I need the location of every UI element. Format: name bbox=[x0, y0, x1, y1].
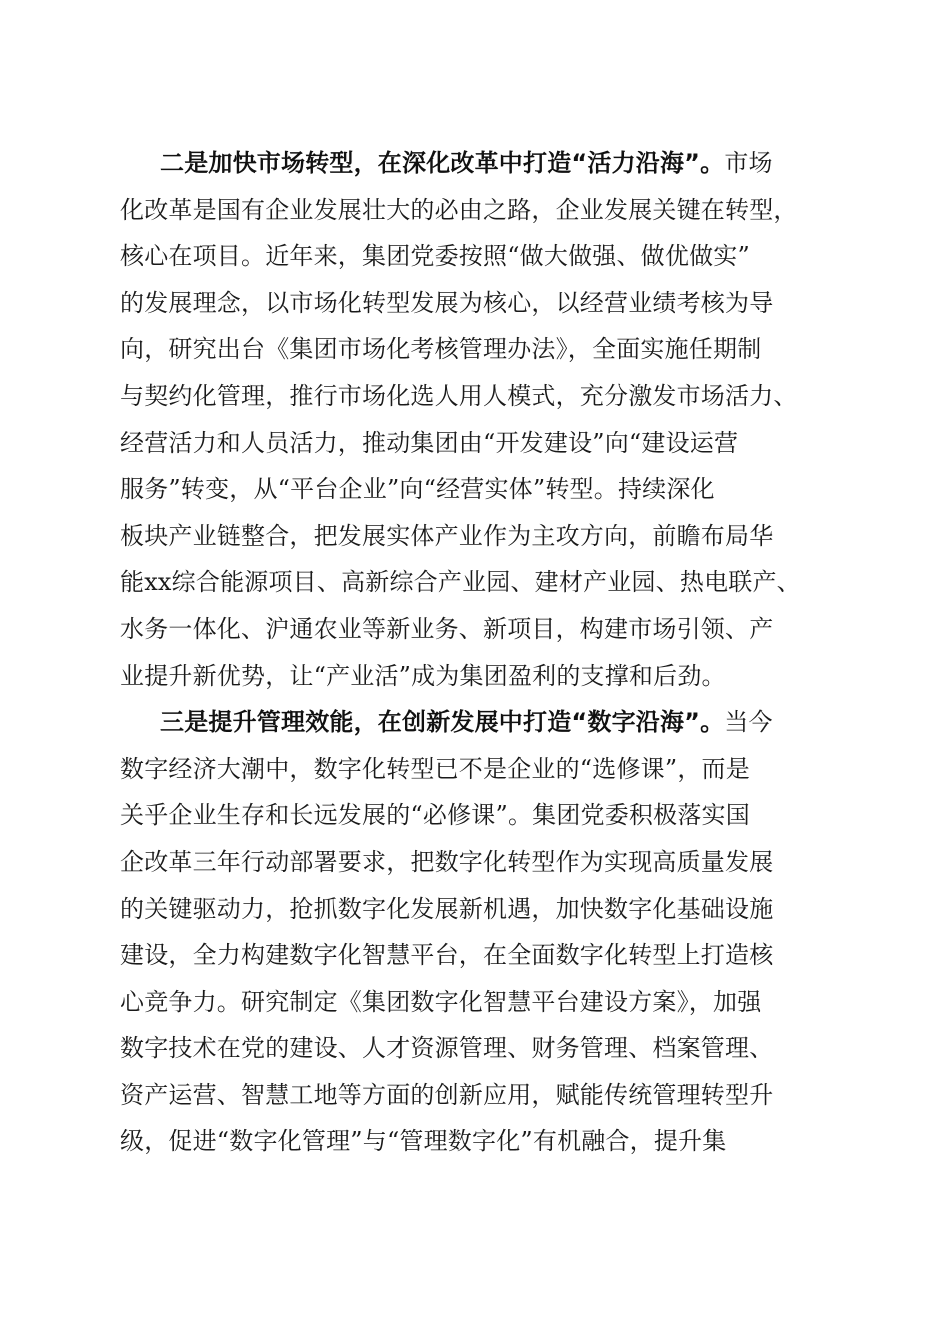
text-line: 向，研究出台《集团市场化考核管理办法》，全面实施任期制 bbox=[120, 335, 762, 364]
text-line: 心竞争力。研究制定《集团数字化智慧平台建设方案》，加强 bbox=[120, 987, 762, 1016]
text-line: 能xx综合能源项目、高新综合产业园、建材产业园、热电联产、 bbox=[120, 568, 801, 597]
text-line: 企改革三年行动部署要求，把数字化转型作为实现高质量发展 bbox=[120, 847, 774, 876]
paragraph-text: 当今 bbox=[724, 708, 773, 737]
text-line: 数字技术在党的建设、人才资源管理、财务管理、档案管理、 bbox=[120, 1034, 774, 1063]
text-line: 建设，全力构建数字化智慧平台，在全面数字化转型上打造核 bbox=[120, 941, 774, 970]
text-line: 服务”转变，从“平台企业”向“经营实体”转型。持续深化 bbox=[120, 475, 715, 504]
text-line: 的关键驱动力，抢抓数字化发展新机遇，加快数字化基础设施 bbox=[120, 894, 774, 923]
text-line: 化改革是国有企业发展壮大的必由之路，企业发展关键在转型， bbox=[120, 195, 798, 224]
text-line: 业提升新优势，让“产业活”成为集团盈利的支撑和后劲。 bbox=[120, 661, 726, 690]
paragraph-first-line bbox=[120, 699, 840, 746]
paragraph bbox=[120, 699, 840, 1165]
text-line: 数字经济大潮中，数字化转型已不是企业的“选修课”，而是 bbox=[120, 754, 750, 783]
text-line: 的发展理念，以市场化转型发展为核心，以经营业绩考核为导 bbox=[120, 288, 774, 317]
text-line: 核心在项目。近年来，集团党委按照“做大做强、做优做实” bbox=[120, 242, 750, 271]
paragraph-text: 市场 bbox=[724, 149, 773, 177]
text-line: 经营活力和人员活力，推动集团由“开发建设”向“建设运营 bbox=[120, 428, 739, 457]
paragraph bbox=[120, 140, 840, 699]
text-line: 关乎企业生存和长远发展的“必修课”。集团党委积极落实国 bbox=[120, 801, 750, 830]
text-line: 水务一体化、沪通农业等新业务、新项目，构建市场引领、产 bbox=[120, 614, 774, 643]
paragraph-first-line bbox=[120, 140, 840, 187]
document-body bbox=[120, 140, 840, 1165]
paragraph-lead: 三是提升管理效能，在创新发展中打造“数字沿海”。 bbox=[160, 708, 725, 737]
text-line: 与契约化管理，推行市场化选人用人模式，充分激发市场活力、 bbox=[120, 381, 798, 410]
text-line: 级，促进“数字化管理”与“管理数字化”有机融合，提升集 bbox=[120, 1127, 727, 1156]
text-line: 资产运营、智慧工地等方面的创新应用，赋能传统管理转型升 bbox=[120, 1080, 774, 1109]
paragraph-lead: 二是加快市场转型，在深化改革中打造“活力沿海”。 bbox=[160, 149, 725, 177]
text-line: 板块产业链整合，把发展实体产业作为主攻方向，前瞻布局华 bbox=[120, 521, 774, 550]
